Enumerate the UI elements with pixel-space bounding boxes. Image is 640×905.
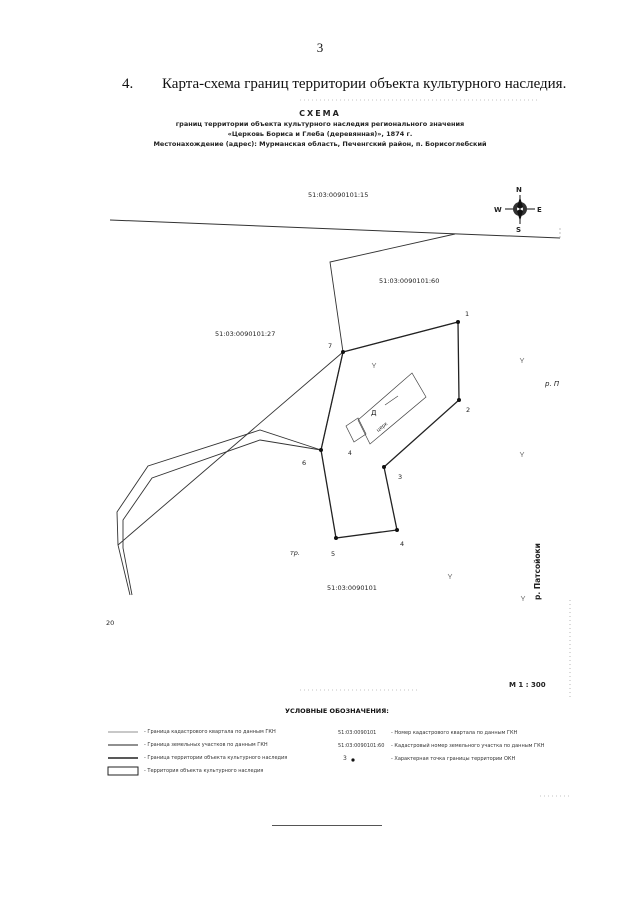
schema-location: Местонахождение (адрес): Мурманская область, Печенгский район, п. Борисоглебский [153, 140, 487, 148]
church-name-label: церк [375, 421, 390, 434]
point-label-7: 7 [328, 342, 333, 350]
page-number: 3 [316, 40, 324, 55]
scale-label: М 1 : 300 [509, 681, 546, 689]
legend-item-heritage-territory: - Территория объекта культурного наследия [144, 768, 264, 774]
boundary-point-3 [382, 465, 386, 469]
section-number: 4. [122, 76, 134, 92]
compass-n-label: N [516, 186, 522, 194]
tr-label: тр. [290, 549, 300, 557]
church-building [346, 373, 426, 444]
point-label-5: 5 [331, 550, 336, 558]
legend-code-quarter: 51:03:0090101 [338, 730, 377, 736]
compass-e-label: E [537, 206, 542, 214]
legend-code-parcel: 51:03:0090101:60 [338, 743, 385, 749]
boundary-point-1 [456, 320, 460, 324]
page-marks [300, 100, 570, 796]
quarter-boundary-line [110, 220, 560, 238]
parcel-label-27: 51:03:0090101:27 [215, 330, 276, 338]
quarter-label-south: 51:03:0090101 [327, 584, 377, 592]
legend-item-quarter-number: - Номер кадастрового квартала по данным ГКН [391, 730, 518, 736]
boundary-point-6 [319, 448, 323, 452]
section-heading: Карта-схема границ территории объекта культурного наследия. [162, 76, 567, 92]
legend-item-quarter: - Граница кадастрового квартала по данным ГКН [144, 729, 276, 735]
river-label-p: р. П [545, 380, 560, 388]
compass-rose [505, 195, 535, 224]
legend-item-parcel: - Граница земельных участков по данным ГКН [144, 742, 268, 748]
legend-item-parcel-number: - Кадастровый номер земельного участка по данным ГКН [391, 743, 545, 749]
boundary-point-2 [457, 398, 461, 402]
legend-symbol-heritage-territory [108, 767, 138, 775]
quarter-label-north: 51:03:0090101:15 [308, 191, 369, 199]
footer-rule [272, 825, 382, 826]
point-label-6: 6 [302, 459, 307, 467]
legend-code-point: 3 [343, 755, 347, 762]
church-d-label: Д [371, 409, 377, 417]
compass-s-label: S [516, 226, 522, 234]
boundary-point-4 [395, 528, 399, 532]
point-label-3: 3 [398, 473, 403, 481]
parcel-label-60: 51:03:0090101:60 [379, 277, 440, 285]
boundary-point-7 [341, 350, 345, 354]
coordinate-mark-20: 20 [106, 619, 115, 627]
vegetation-marks [372, 358, 525, 601]
legend-symbol-point [351, 758, 354, 761]
compass-w-label: W [494, 206, 502, 214]
church-number-label: 4 [348, 450, 352, 457]
boundary-points [319, 320, 461, 540]
schema-title: СХЕМА [299, 109, 341, 118]
point-label-1: 1 [465, 310, 470, 318]
river-label-patsoyoki: р. Патсойоки [533, 543, 542, 600]
legend-item-boundary-point: - Характерная точка границы территории ОКН [391, 756, 516, 762]
point-label-4: 4 [400, 540, 405, 548]
parcel-boundaries [117, 234, 458, 595]
heritage-territory-boundary [321, 322, 459, 538]
boundary-point-5 [334, 536, 338, 540]
legend-title: УСЛОВНЫЕ ОБОЗНАЧЕНИЯ: [285, 707, 389, 715]
legend-item-heritage-boundary: - Граница территории объекта культурного наследия [144, 755, 288, 761]
schema-object-name: «Церковь Бориса и Глеба (деревянная)», 1874 г. [227, 130, 413, 138]
point-label-2: 2 [466, 406, 471, 414]
schema-subtitle: границ территории объекта культурного наследия регионального значения [175, 120, 465, 128]
